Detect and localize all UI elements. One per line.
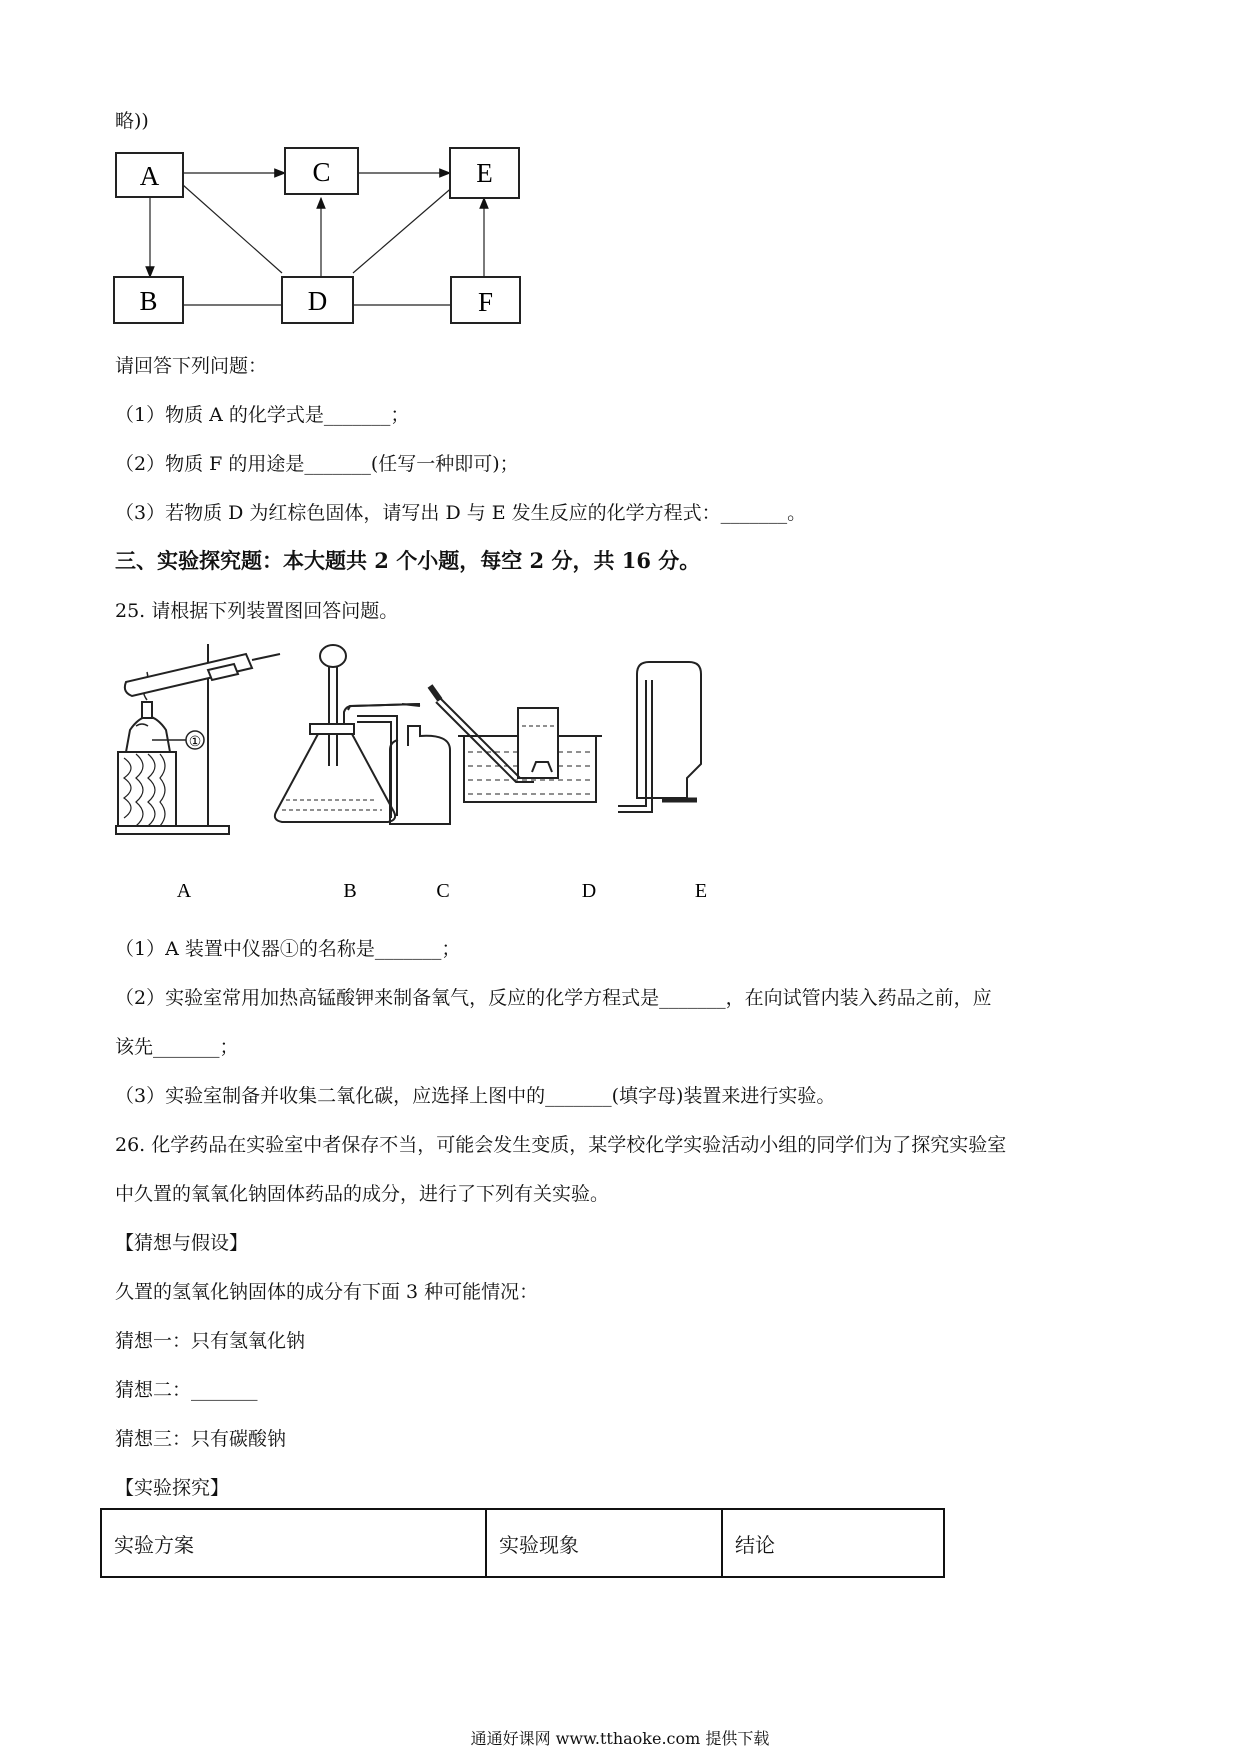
apparatus-figure	[112, 640, 752, 910]
page-footer: 通通好课网 www.tthaoke.com 提供下载	[470, 1729, 770, 1748]
q25-item-1: （1）A 装置中仪器①的名称是_______；	[115, 938, 461, 960]
node-f-label: F	[477, 287, 494, 317]
apparatus-label-b: B	[343, 880, 357, 902]
q24-item-1: （1）物质 A 的化学式是_______；	[115, 404, 410, 426]
hypothesis-2: 猜想二：_______	[115, 1379, 258, 1401]
q25-item-2-cont: 该先_______；	[115, 1036, 239, 1058]
section-3-heading: 三、实验探究题：本大题共 2 个小题，每空 2 分，共 16 分。	[115, 548, 701, 573]
q24-item-2: （2）物质 F 的用途是_______(任写一种即可)；	[115, 453, 519, 475]
apparatus-label-e: E	[694, 880, 708, 902]
node-e-label: E	[476, 158, 493, 188]
q25-item-3: （3）实验室制备并收集二氧化碳，应选择上图中的_______(填字母)装置来进行实验。	[115, 1085, 836, 1107]
table-header-phenomenon: 实验现象	[486, 1509, 722, 1577]
node-b	[114, 277, 183, 323]
apparatus-d	[430, 686, 602, 802]
q26-stem-line1: 26. 化学药品在实验室中者保存不当，可能会发生变质，某学校化学实验活动小组的同学们为了探究实验室	[115, 1134, 1007, 1156]
apparatus-label-a: A	[176, 880, 192, 902]
apparatus-c	[357, 704, 450, 824]
node-f	[451, 277, 520, 323]
line-a-d	[183, 185, 282, 273]
q24-intro: 请回答下列问题：	[115, 355, 268, 377]
apparatus-e	[618, 662, 701, 812]
relation-diagram	[110, 140, 530, 325]
q25-item-2: （2）实验室常用加热高锰酸钾来制备氧气，反应的化学方程式是_______，在向试管内装入药品之前，应	[115, 987, 992, 1009]
apparatus-label-d: D	[581, 880, 597, 902]
hypothesis-intro: 久置的氢氧化钠固体的成分有下面 3 种可能情况：	[115, 1281, 539, 1303]
top-fragment: 略))	[115, 110, 149, 132]
node-d-label: D	[307, 286, 328, 316]
node-e	[450, 148, 519, 198]
marker-label: ①	[188, 735, 202, 750]
q26-stem-line2: 中久置的氧氧化钠固体药品的成分，进行了下列有关实验。	[115, 1183, 610, 1205]
apparatus-b	[275, 645, 420, 822]
node-a-label: A	[139, 161, 160, 191]
node-b-label: B	[139, 286, 158, 316]
apparatus-label-c: C	[436, 880, 450, 902]
line-d-e	[353, 185, 455, 273]
node-c-label: C	[312, 157, 331, 187]
table-header-plan: 实验方案	[101, 1509, 486, 1577]
node-a	[116, 153, 183, 197]
node-c	[285, 148, 358, 194]
q24-item-3: （3）若物质 D 为红棕色固体，请写出 D 与 E 发生反应的化学方程式：_______。	[115, 502, 807, 524]
experiment-heading: 【实验探究】	[115, 1477, 230, 1499]
hypothesis-1: 猜想一：只有氢氧化钠	[115, 1330, 306, 1352]
table-row	[101, 1509, 944, 1577]
experiment-table	[100, 1508, 945, 1578]
hypothesis-heading: 【猜想与假设】	[115, 1232, 249, 1254]
table-header-conclusion: 结论	[722, 1509, 944, 1577]
node-d	[282, 277, 353, 323]
q25-stem: 25. 请根据下列装置图回答问题。	[115, 600, 399, 622]
hypothesis-3: 猜想三：只有碳酸钠	[115, 1428, 287, 1450]
